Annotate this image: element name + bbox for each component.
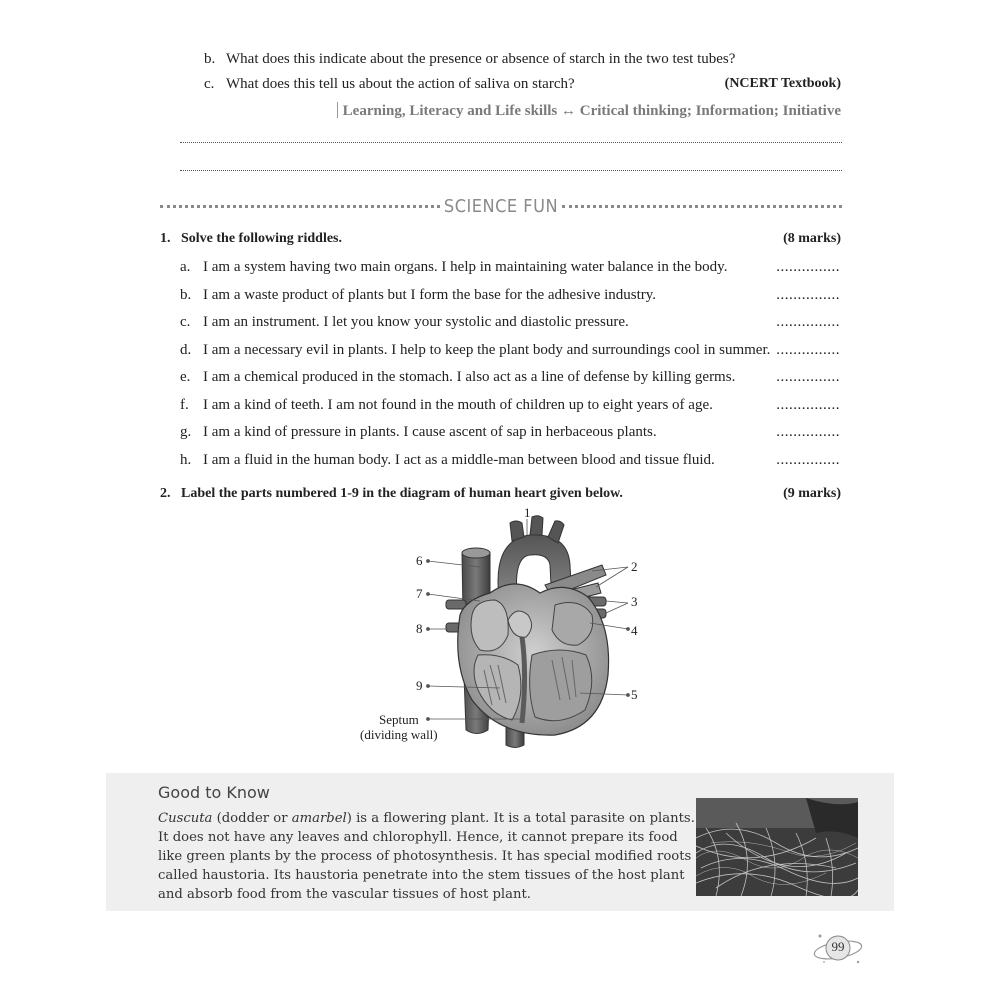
intro-mid: (dodder or [212, 811, 292, 826]
section-header [160, 194, 842, 218]
question-text: What does this tell us about the action of saliva on starch? [226, 76, 575, 92]
riddle-letter: a. [180, 259, 191, 275]
page-number: 99 [831, 939, 845, 954]
q1-marks: (8 marks) [783, 231, 841, 246]
riddle-text: I am an instrument. I let you know your systolic and diastolic pressure. [203, 314, 629, 330]
diagram-label-5: 5 [631, 687, 638, 702]
aorta-branch-2 [530, 516, 543, 535]
leader-dot [427, 685, 430, 688]
riddle-answer-blank: ............... [776, 287, 840, 303]
good-to-know-title: Good to Know [158, 783, 270, 802]
riddle-answer-blank: ............... [776, 259, 840, 275]
riddle-text: I am a kind of teeth. I am not found in the mouth of children up to eight years of age. [203, 397, 713, 413]
riddle-letter: d. [180, 342, 192, 358]
diagram-label-7: 7 [416, 586, 423, 601]
q1-title: Solve the following riddles. [181, 231, 343, 246]
riddle-letter: c. [180, 314, 191, 330]
question-b [204, 50, 844, 70]
left-vein-stub-1 [446, 600, 466, 609]
riddle-item [180, 369, 840, 389]
aorta-branch-1 [510, 521, 524, 541]
riddle-letter: b. [180, 287, 192, 303]
riddle-item [180, 259, 840, 279]
riddle-answer-blank: ............... [776, 369, 840, 385]
septum-label: Septum [379, 712, 419, 727]
diagram-label-2: 2 [631, 559, 638, 574]
intro-end: ) is a flowering plant. It is a total parasite on plants. It does not have any leaves and chlorophyll. Hence, it cannot prepare its food like green plants by the process of photosynthesis. It has special modified roots called haustoria. Its haustoria penetrate into the stem tissues of the host plant and absorb food from the vascular tissues of host plant. [158, 811, 695, 902]
right-atrium [471, 600, 508, 651]
riddle-answer-blank: ............... [776, 424, 840, 440]
riddle-text: I am a waste product of plants but I form the base for the adhesive industry. [203, 287, 657, 303]
diagram-label-1: 1 [524, 505, 531, 520]
section-title: SCIENCE FUN [443, 195, 559, 217]
septum-sublabel: (dividing wall) [360, 727, 438, 742]
skills-divider [337, 102, 338, 118]
left-atrium [552, 603, 593, 646]
good-to-know-body [158, 809, 698, 904]
diagram-label-8: 8 [416, 621, 423, 636]
cuscuta-photo [696, 798, 858, 896]
question-text: What does this indicate about the presence or absence of starch in the two test tubes? [226, 51, 736, 67]
skills-line [337, 102, 841, 120]
riddle-item [180, 314, 840, 334]
riddle-letter: f. [180, 397, 189, 413]
diagram-label-9: 9 [416, 678, 423, 693]
riddle-answer-blank: ............... [776, 314, 840, 330]
leader-3a [606, 601, 628, 603]
riddle-answer-blank: ............... [776, 397, 840, 413]
header-dots-right [562, 205, 842, 208]
riddle-answer-blank: ............... [776, 452, 840, 468]
leader-dot [627, 628, 630, 631]
riddle-text: I am a fluid in the human body. I act as a middle-man between blood and tissue fluid. [203, 452, 715, 468]
leader-dot [627, 694, 630, 697]
riddle-answer-blank: ............... [776, 342, 840, 358]
leader-3b [606, 603, 628, 613]
good-to-know-box [106, 773, 894, 911]
source-note: (NCERT Textbook) [724, 76, 841, 91]
riddle-letter: g. [180, 424, 192, 440]
left-ventricle [530, 650, 592, 721]
diagram-label-3: 3 [631, 594, 638, 609]
diagram-label-4: 4 [631, 623, 638, 638]
q1-number: 1. [160, 231, 171, 246]
leader-dot [427, 718, 430, 721]
leader-dot [427, 593, 430, 596]
question-letter: c. [204, 76, 215, 92]
riddle-text: I am a chemical produced in the stomach. I also act as a line of defense by killing germs. [203, 369, 736, 385]
answer-line-2 [180, 170, 842, 171]
leader-dot [427, 628, 430, 631]
riddle-item [180, 452, 840, 472]
riddle-item [180, 287, 840, 307]
q2-marks: (9 marks) [783, 486, 841, 501]
diagram-label-6: 6 [416, 553, 423, 568]
vena-cava-opening [462, 548, 490, 558]
question-letter: b. [204, 51, 216, 67]
riddle-item [180, 342, 840, 362]
header-dots-left [160, 205, 440, 208]
riddle-text: I am a necessary evil in plants. I help to keep the plant body and surroundings cool in summer. [203, 342, 771, 358]
riddle-letter: e. [180, 369, 191, 385]
term-amarbel: amarbel [291, 811, 347, 826]
riddle-text: I am a kind of pressure in plants. I cause ascent of sap in herbaceous plants. [203, 424, 657, 440]
q2-title: Label the parts numbered 1-9 in the diagram of human heart given below. [181, 486, 623, 501]
riddle-item [180, 397, 840, 417]
riddle-text: I am a system having two main organs. I help in maintaining water balance in the body. [203, 259, 728, 275]
riddle-letter: h. [180, 452, 192, 468]
leader-dot [427, 560, 430, 563]
skills-text: Learning, Literacy and Life skills ↔ Critical thinking; Information; Initiative [342, 103, 841, 119]
term-cuscuta: Cuscuta [158, 811, 213, 826]
answer-line-1 [180, 142, 842, 143]
riddle-item [180, 424, 840, 444]
q2-number: 2. [160, 486, 171, 501]
